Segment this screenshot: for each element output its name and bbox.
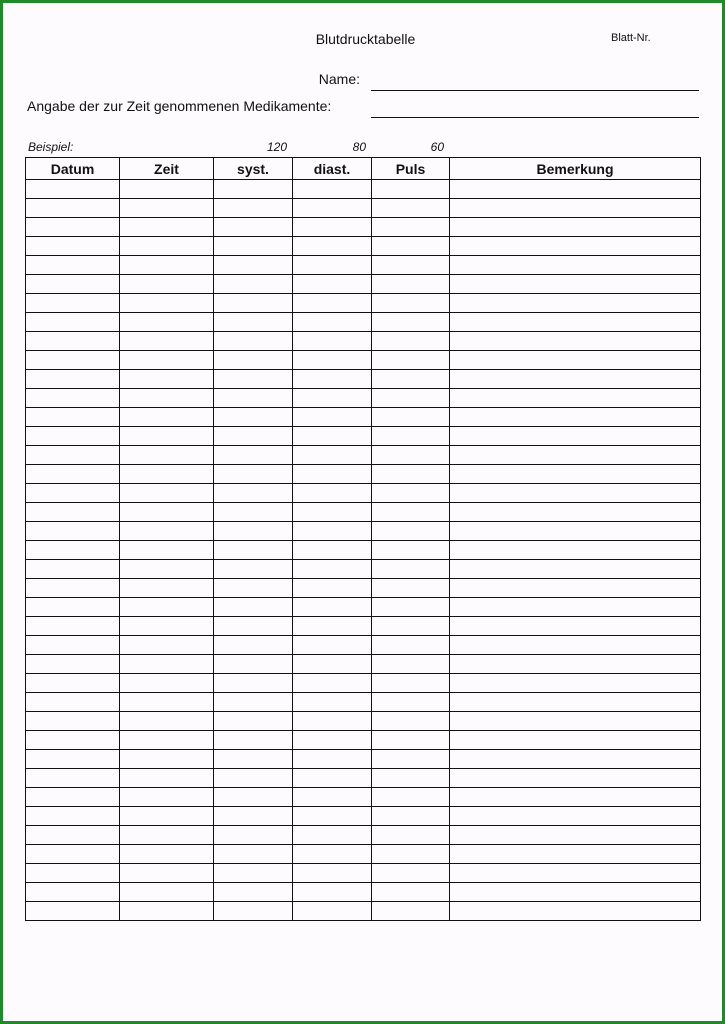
diastolic-cell[interactable] [293,712,372,731]
table-row [26,256,701,275]
diastolic-cell[interactable] [293,465,372,484]
table-row [26,883,701,902]
table-row [26,408,701,427]
time-cell[interactable] [120,731,214,750]
time-cell[interactable] [120,826,214,845]
table-row [26,199,701,218]
time-cell[interactable] [120,788,214,807]
time-cell[interactable] [120,484,214,503]
table-row [26,332,701,351]
time-cell[interactable] [120,560,214,579]
pulse-cell[interactable] [372,199,450,218]
time-cell[interactable] [120,883,214,902]
table-body [26,180,701,921]
table-row [26,275,701,294]
pulse-cell[interactable] [372,351,450,370]
medication-field-line[interactable] [371,117,699,118]
remark-cell[interactable] [450,484,701,503]
table-row [26,864,701,883]
table-header-row [26,158,701,180]
diastolic-cell[interactable] [293,237,372,256]
remark-cell[interactable] [450,294,701,313]
table-row [26,902,701,921]
pulse-cell[interactable] [372,313,450,332]
pulse-cell[interactable] [372,370,450,389]
remark-cell[interactable] [450,332,701,351]
table-row [26,237,701,256]
table-row [26,693,701,712]
date-cell[interactable] [26,807,120,826]
example-diastolic: 80 [352,140,366,154]
date-cell[interactable] [26,826,120,845]
remark-cell[interactable] [450,864,701,883]
table-row [26,351,701,370]
date-cell[interactable] [26,446,120,465]
date-cell[interactable] [26,598,120,617]
systolic-cell[interactable] [214,351,293,370]
systolic-cell[interactable] [214,826,293,845]
pulse-cell[interactable] [372,883,450,902]
remark-cell[interactable] [450,883,701,902]
date-cell[interactable] [26,484,120,503]
systolic-cell[interactable] [214,769,293,788]
remark-cell[interactable] [450,237,701,256]
table-row [26,845,701,864]
time-cell[interactable] [120,769,214,788]
time-cell[interactable] [120,180,214,199]
date-cell[interactable] [26,199,120,218]
pulse-cell[interactable] [372,541,450,560]
systolic-cell[interactable] [214,446,293,465]
date-cell[interactable] [26,427,120,446]
systolic-cell[interactable] [214,237,293,256]
example-pulse: 60 [430,140,444,154]
diastolic-cell[interactable] [293,883,372,902]
pulse-cell[interactable] [372,294,450,313]
systolic-cell[interactable] [214,199,293,218]
diastolic-cell[interactable] [293,864,372,883]
remark-cell[interactable] [450,598,701,617]
systolic-cell[interactable] [214,370,293,389]
time-cell[interactable] [120,636,214,655]
date-cell[interactable] [26,275,120,294]
diastolic-cell[interactable] [293,180,372,199]
remark-cell[interactable] [450,769,701,788]
date-cell[interactable] [26,750,120,769]
systolic-cell[interactable] [214,902,293,921]
pulse-cell[interactable] [372,579,450,598]
time-cell[interactable] [120,446,214,465]
time-cell[interactable] [120,579,214,598]
date-cell[interactable] [26,408,120,427]
diastolic-cell[interactable] [293,750,372,769]
diastolic-cell[interactable] [293,845,372,864]
systolic-cell[interactable] [214,712,293,731]
time-cell[interactable] [120,598,214,617]
remark-cell[interactable] [450,579,701,598]
pulse-cell[interactable] [372,788,450,807]
remark-cell[interactable] [450,807,701,826]
date-cell[interactable] [26,883,120,902]
pulse-cell[interactable] [372,218,450,237]
time-cell[interactable] [120,408,214,427]
table-row [26,560,701,579]
date-cell[interactable] [26,237,120,256]
example-label: Beispiel: [28,140,74,154]
diastolic-cell[interactable] [293,503,372,522]
date-cell[interactable] [26,617,120,636]
medication-label: Angabe der zur Zeit genommenen Medikamente: [27,98,332,114]
time-cell[interactable] [120,902,214,921]
diastolic-cell[interactable] [293,370,372,389]
remark-cell[interactable] [450,693,701,712]
date-cell[interactable] [26,788,120,807]
diastolic-cell[interactable] [293,351,372,370]
systolic-cell[interactable] [214,332,293,351]
pulse-cell[interactable] [372,864,450,883]
table-row [26,484,701,503]
remark-cell[interactable] [450,256,701,275]
column-header-remark: Bemerkung [450,158,701,180]
table-row [26,313,701,332]
diastolic-cell[interactable] [293,294,372,313]
table-row [26,180,701,199]
time-cell[interactable] [120,617,214,636]
date-cell[interactable] [26,218,120,237]
pulse-cell[interactable] [372,389,450,408]
date-cell[interactable] [26,503,120,522]
pulse-cell[interactable] [372,769,450,788]
pulse-cell[interactable] [372,636,450,655]
diastolic-cell[interactable] [293,826,372,845]
diastolic-cell[interactable] [293,636,372,655]
diastolic-cell[interactable] [293,313,372,332]
systolic-cell[interactable] [214,617,293,636]
table-row [26,807,701,826]
diastolic-cell[interactable] [293,807,372,826]
remark-cell[interactable] [450,180,701,199]
systolic-cell[interactable] [214,522,293,541]
systolic-cell[interactable] [214,674,293,693]
systolic-cell[interactable] [214,408,293,427]
time-cell[interactable] [120,237,214,256]
systolic-cell[interactable] [214,275,293,294]
table-row [26,636,701,655]
date-cell[interactable] [26,579,120,598]
diastolic-cell[interactable] [293,788,372,807]
remark-cell[interactable] [450,731,701,750]
remark-cell[interactable] [450,522,701,541]
systolic-cell[interactable] [214,560,293,579]
diastolic-cell[interactable] [293,769,372,788]
remark-cell[interactable] [450,427,701,446]
column-header-systolic: syst. [214,158,293,180]
systolic-cell[interactable] [214,636,293,655]
table-row [26,294,701,313]
pulse-cell[interactable] [372,237,450,256]
pulse-cell[interactable] [372,465,450,484]
systolic-cell[interactable] [214,465,293,484]
remark-cell[interactable] [450,845,701,864]
pulse-cell[interactable] [372,560,450,579]
table-row [26,427,701,446]
time-cell[interactable] [120,199,214,218]
table-row [26,218,701,237]
date-cell[interactable] [26,864,120,883]
date-cell[interactable] [26,902,120,921]
date-cell[interactable] [26,541,120,560]
date-cell[interactable] [26,522,120,541]
systolic-cell[interactable] [214,655,293,674]
time-cell[interactable] [120,712,214,731]
column-header-diastolic: diast. [293,158,372,180]
time-cell[interactable] [120,693,214,712]
systolic-cell[interactable] [214,541,293,560]
table-row [26,655,701,674]
pulse-cell[interactable] [372,503,450,522]
remark-cell[interactable] [450,788,701,807]
remark-cell[interactable] [450,674,701,693]
systolic-cell[interactable] [214,180,293,199]
diastolic-cell[interactable] [293,484,372,503]
pulse-cell[interactable] [372,807,450,826]
diastolic-cell[interactable] [293,560,372,579]
table-row [26,541,701,560]
name-field-line[interactable] [371,90,699,91]
date-cell[interactable] [26,693,120,712]
pulse-cell[interactable] [372,712,450,731]
remark-cell[interactable] [450,313,701,332]
date-cell[interactable] [26,370,120,389]
systolic-cell[interactable] [214,503,293,522]
remark-cell[interactable] [450,408,701,427]
pulse-cell[interactable] [372,180,450,199]
diastolic-cell[interactable] [293,674,372,693]
date-cell[interactable] [26,351,120,370]
pulse-cell[interactable] [372,845,450,864]
systolic-cell[interactable] [214,731,293,750]
table-row [26,579,701,598]
remark-cell[interactable] [450,351,701,370]
diastolic-cell[interactable] [293,218,372,237]
pulse-cell[interactable] [372,332,450,351]
time-cell[interactable] [120,218,214,237]
diastolic-cell[interactable] [293,427,372,446]
pulse-cell[interactable] [372,598,450,617]
time-cell[interactable] [120,370,214,389]
time-cell[interactable] [120,389,214,408]
diastolic-cell[interactable] [293,332,372,351]
remark-cell[interactable] [450,199,701,218]
time-cell[interactable] [120,655,214,674]
date-cell[interactable] [26,731,120,750]
time-cell[interactable] [120,313,214,332]
pulse-cell[interactable] [372,826,450,845]
date-cell[interactable] [26,294,120,313]
diastolic-cell[interactable] [293,408,372,427]
time-cell[interactable] [120,275,214,294]
time-cell[interactable] [120,503,214,522]
pulse-cell[interactable] [372,674,450,693]
remark-cell[interactable] [450,712,701,731]
blood-pressure-table [25,157,701,921]
diastolic-cell[interactable] [293,389,372,408]
pulse-cell[interactable] [372,522,450,541]
time-cell[interactable] [120,294,214,313]
page-title: Blutdrucktabelle [315,31,416,47]
time-cell[interactable] [120,750,214,769]
pulse-cell[interactable] [372,731,450,750]
time-cell[interactable] [120,674,214,693]
diastolic-cell[interactable] [293,522,372,541]
diastolic-cell[interactable] [293,693,372,712]
pulse-cell[interactable] [372,484,450,503]
remark-cell[interactable] [450,370,701,389]
table-row [26,750,701,769]
systolic-cell[interactable] [214,883,293,902]
diastolic-cell[interactable] [293,541,372,560]
systolic-cell[interactable] [214,427,293,446]
time-cell[interactable] [120,845,214,864]
systolic-cell[interactable] [214,788,293,807]
remark-cell[interactable] [450,560,701,579]
diastolic-cell[interactable] [293,902,372,921]
systolic-cell[interactable] [214,218,293,237]
systolic-cell[interactable] [214,598,293,617]
diastolic-cell[interactable] [293,199,372,218]
date-cell[interactable] [26,389,120,408]
systolic-cell[interactable] [214,484,293,503]
column-header-date: Datum [26,158,120,180]
time-cell[interactable] [120,541,214,560]
table-row [26,712,701,731]
table-row [26,389,701,408]
diastolic-cell[interactable] [293,446,372,465]
systolic-cell[interactable] [214,845,293,864]
pulse-cell[interactable] [372,655,450,674]
table-row [26,465,701,484]
date-cell[interactable] [26,180,120,199]
remark-cell[interactable] [450,446,701,465]
remark-cell[interactable] [450,389,701,408]
systolic-cell[interactable] [214,864,293,883]
pulse-cell[interactable] [372,427,450,446]
remark-cell[interactable] [450,617,701,636]
pulse-cell[interactable] [372,617,450,636]
pulse-cell[interactable] [372,275,450,294]
date-cell[interactable] [26,560,120,579]
remark-cell[interactable] [450,218,701,237]
systolic-cell[interactable] [214,750,293,769]
diastolic-cell[interactable] [293,256,372,275]
diastolic-cell[interactable] [293,731,372,750]
example-systolic: 120 [266,140,287,154]
remark-cell[interactable] [450,465,701,484]
table-row [26,503,701,522]
table-row [26,826,701,845]
time-cell[interactable] [120,256,214,275]
time-cell[interactable] [120,427,214,446]
pulse-cell[interactable] [372,750,450,769]
systolic-cell[interactable] [214,807,293,826]
sheet-number-label: Blatt-Nr. [611,32,651,44]
date-cell[interactable] [26,256,120,275]
pulse-cell[interactable] [372,446,450,465]
diastolic-cell[interactable] [293,598,372,617]
time-cell[interactable] [120,351,214,370]
date-cell[interactable] [26,674,120,693]
column-header-time: Zeit [120,158,214,180]
pulse-cell[interactable] [372,902,450,921]
pulse-cell[interactable] [372,256,450,275]
time-cell[interactable] [120,807,214,826]
diastolic-cell[interactable] [293,617,372,636]
table-row [26,522,701,541]
date-cell[interactable] [26,332,120,351]
table-row [26,674,701,693]
systolic-cell[interactable] [214,389,293,408]
table-row [26,788,701,807]
column-header-pulse: Puls [372,158,450,180]
date-cell[interactable] [26,655,120,674]
diastolic-cell[interactable] [293,655,372,674]
date-cell[interactable] [26,845,120,864]
remark-cell[interactable] [450,655,701,674]
table-row [26,370,701,389]
diastolic-cell[interactable] [293,579,372,598]
table-row [26,446,701,465]
diastolic-cell[interactable] [293,275,372,294]
table-row [26,598,701,617]
table-row [26,769,701,788]
systolic-cell[interactable] [214,579,293,598]
systolic-cell[interactable] [214,294,293,313]
remark-cell[interactable] [450,275,701,294]
table-row [26,731,701,750]
pulse-cell[interactable] [372,408,450,427]
remark-cell[interactable] [450,750,701,769]
pulse-cell[interactable] [372,693,450,712]
time-cell[interactable] [120,864,214,883]
time-cell[interactable] [120,522,214,541]
remark-cell[interactable] [450,541,701,560]
systolic-cell[interactable] [214,256,293,275]
name-label: Name: [318,71,360,87]
remark-cell[interactable] [450,636,701,655]
date-cell[interactable] [26,636,120,655]
time-cell[interactable] [120,332,214,351]
table-row [26,617,701,636]
date-cell[interactable] [26,465,120,484]
remark-cell[interactable] [450,902,701,921]
date-cell[interactable] [26,313,120,332]
systolic-cell[interactable] [214,313,293,332]
remark-cell[interactable] [450,826,701,845]
date-cell[interactable] [26,769,120,788]
systolic-cell[interactable] [214,693,293,712]
time-cell[interactable] [120,465,214,484]
remark-cell[interactable] [450,503,701,522]
date-cell[interactable] [26,712,120,731]
